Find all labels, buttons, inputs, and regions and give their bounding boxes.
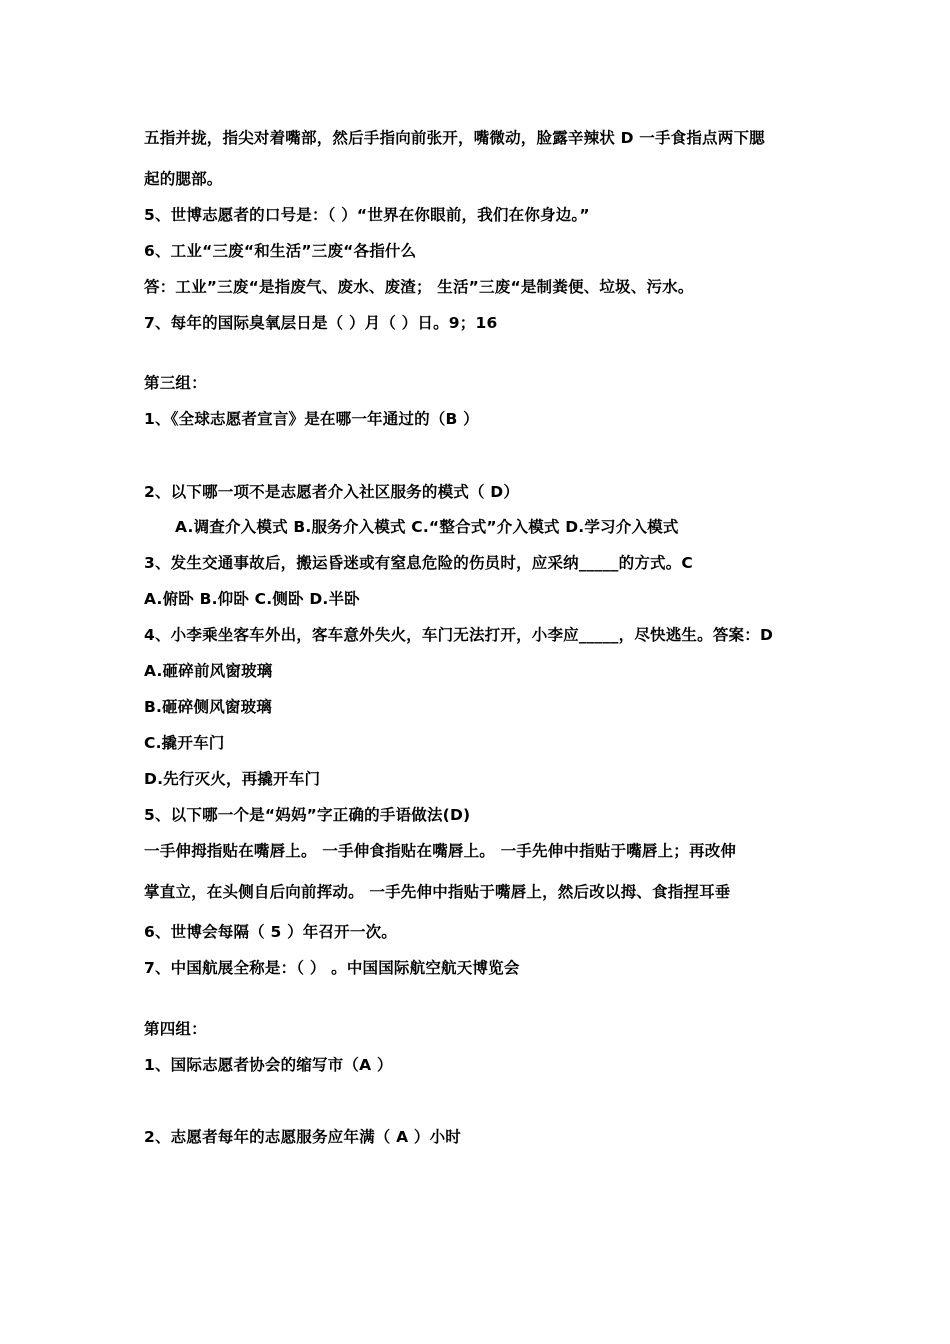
group-3-question-2: 2、以下哪一项不是志愿者介入社区服务的模式（ D）	[144, 483, 520, 501]
question-three-wastes: 6、工业“三废“和生活”三废“各指什么	[144, 242, 417, 260]
group-3-title: 第三组：	[144, 374, 207, 392]
group-3-question-5-options-line-2: 掌直立，在头侧自后向前挥动。 一手先伸中指贴于嘴唇上，然后改以拇、食指捏耳垂	[144, 883, 731, 901]
group-3-question-4-option-b: B.砸碎侧风窗玻璃	[144, 698, 273, 716]
text-line-sign-language-end: 起的腮部。	[144, 170, 223, 188]
group-3-question-4-option-d: D.先行灭火，再撬开车门	[144, 770, 321, 788]
question-expo-slogan: 5、世博志愿者的口号是：（ ）“世界在你眼前，我们在你身边。”	[144, 206, 590, 224]
group-3-question-4: 4、小李乘坐客车外出，客车意外失火，车门无法打开，小李应_____，尽快逃生。答案：D	[144, 626, 774, 644]
group-3-question-7: 7、中国航展全称是：（ ） 。中国国际航空航天博览会	[144, 959, 520, 977]
group-3-question-4-option-c: C.撬开车门	[144, 734, 225, 752]
group-3-question-3: 3、发生交通事故后，搬运昏迷或有窒息危险的伤员时，应采纳_____的方式。C	[144, 554, 694, 572]
group-3-question-5: 5、以下哪一个是“妈妈”字正确的手语做法(D)	[144, 806, 471, 824]
group-3-question-6: 6、世博会每隔（ 5 ）年召开一次。	[144, 923, 397, 941]
answer-three-wastes: 答：工业”三废“是指废气、废水、废渣； 生活”三废“是制粪便、垃圾、污水。	[144, 278, 694, 296]
group-4-title: 第四组：	[144, 1020, 207, 1038]
question-ozone-day: 7、每年的国际臭氧层日是（ ）月（ ）日。9；16	[144, 314, 498, 332]
group-3-question-4-option-a: A.砸碎前风窗玻璃	[144, 662, 273, 680]
group-3-question-1: 1、《全球志愿者宣言》是在哪一年通过的（B ）	[144, 410, 479, 428]
group-4-question-2: 2、志愿者每年的志愿服务应年满（ A ）小时	[144, 1128, 461, 1146]
group-3-question-5-options-line-1: 一手伸拇指贴在嘴唇上。 一手伸食指贴在嘴唇上。 一手先伸中指贴于嘴唇上；再改伸	[144, 842, 737, 860]
group-4-question-1: 1、国际志愿者协会的缩写市（A ）	[144, 1056, 393, 1074]
group-3-question-3-options: A.俯卧 B.仰卧 C.侧卧 D.半卧	[144, 590, 360, 608]
text-line-sign-language-continued: 五指并拢，指尖对着嘴部，然后手指向前张开，嘴微动，脸露辛辣状 D 一手食指点两下腮	[144, 129, 765, 147]
group-3-question-2-options: A.调查介入模式 B.服务介入模式 C.“整合式”介入模式 D.学习介入模式	[175, 518, 679, 536]
